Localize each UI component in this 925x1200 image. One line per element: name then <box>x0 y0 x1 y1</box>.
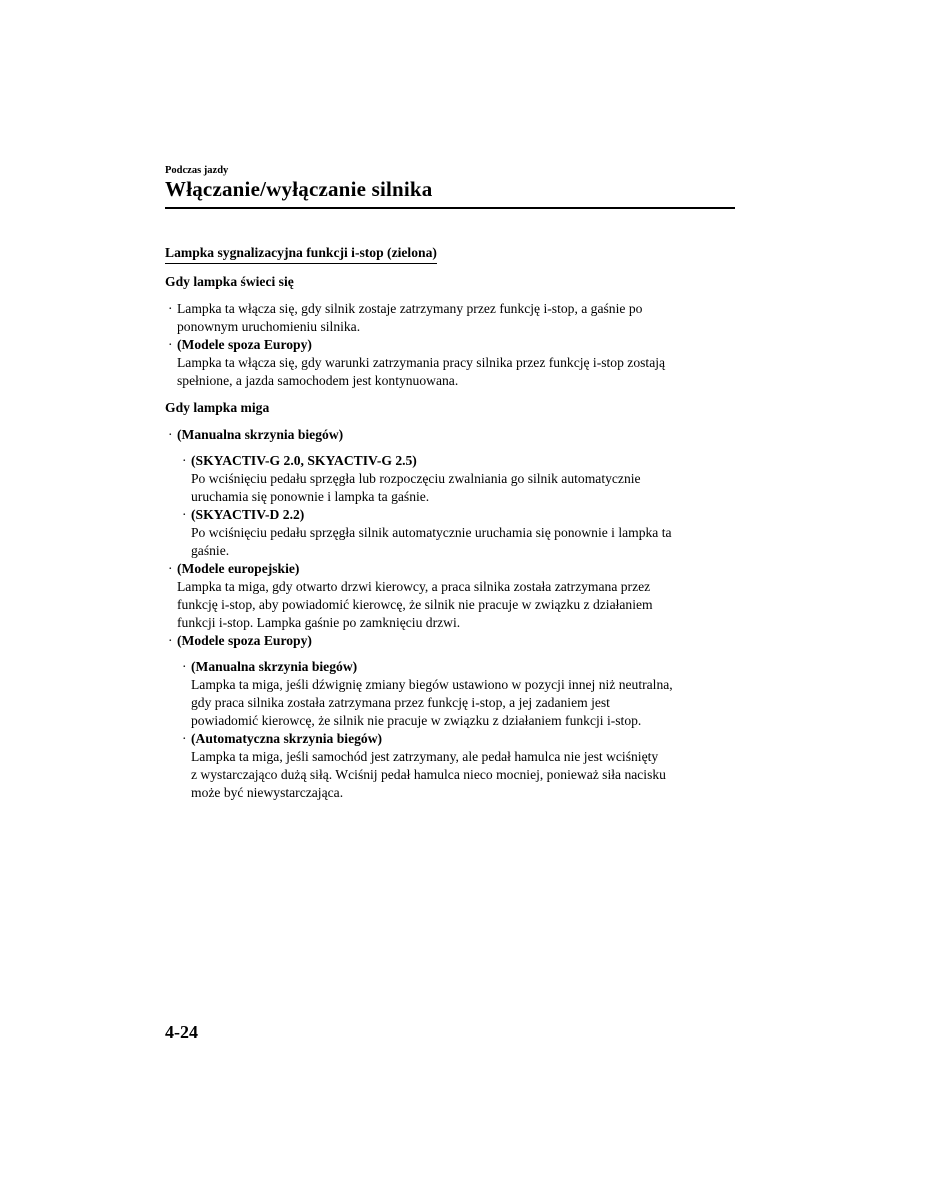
blink-g <box>179 452 737 506</box>
blink-noneu-sub <box>179 658 737 802</box>
item-label: · (Modele spoza Europy) <box>177 337 312 352</box>
text-line: · Lampka ta włącza się, gdy silnik zostaje zatrzymany przez funkcję i-stop, a gaśnie po <box>177 301 643 316</box>
text-line: z wystarczająco dużą siłą. Wciśnij pedał hamulca nieco mocniej, ponieważ siła nacisku <box>191 767 666 782</box>
item-label: · (Modele europejskie) <box>177 561 300 576</box>
blink-manual <box>165 426 737 444</box>
item-label: · (Manualna skrzynia biegów) <box>191 659 358 674</box>
text-line: gaśnie. <box>191 543 230 558</box>
text-line: uruchamia się ponownie i lampka ta gaśnie. <box>191 489 430 504</box>
text-line: Lampka ta włącza się, gdy warunki zatrzymania pracy silnika przez funkcję i-stop zostają <box>177 355 666 370</box>
title-rule <box>165 207 735 209</box>
text-line: powiadomić kierowcę, że silnik nie pracuje w związku z działaniem funkcji i-stop. <box>191 713 642 728</box>
blink-d <box>179 506 737 560</box>
text-line: Lampka ta miga, jeśli samochód jest zatrzymany, ale pedał hamulca nie jest wciśnięty <box>191 749 659 764</box>
item-label: · (Automatyczna skrzynia biegów) <box>191 731 383 746</box>
item-label: · (Manualna skrzynia biegów) <box>177 427 344 442</box>
text-line: Po wciśnięciu pedału sprzęgła silnik automatycznie uruchamia się ponownie i lampka ta <box>191 525 672 540</box>
page-number: 4-24 <box>165 1022 198 1042</box>
text-line: funkcji i-stop. Lampka gaśnie po zamknięciu drzwi. <box>177 615 461 630</box>
blink-heading: Gdy lampka miga <box>165 400 270 415</box>
text-line: funkcję i-stop, aby powiadomić kierowcę, że silnik nie pracuje w związku z działaniem <box>177 597 653 612</box>
blink-noneu-manual <box>179 658 737 730</box>
content <box>165 244 737 802</box>
item-label: · (SKYACTIV-G 2.0, SKYACTIV-G 2.5) <box>191 453 417 468</box>
text-line: Lampka ta miga, gdy otwarto drzwi kierowcy, a praca silnika została zatrzymana przez <box>177 579 651 594</box>
on-heading: Gdy lampka świeci się <box>165 274 294 289</box>
text-line: Po wciśnięciu pedału sprzęgła lub rozpoczęciu zwalniania go silnik automatycznie <box>191 471 641 486</box>
blink-manual-sub <box>179 452 737 560</box>
item-label: · (SKYACTIV-D 2.2) <box>191 507 305 522</box>
text-line: gdy praca silnika została zatrzymana przez funkcję i-stop, a jej zadaniem jest <box>191 695 610 710</box>
text-line: może być niewystarczająca. <box>191 785 344 800</box>
on-item-1 <box>165 300 737 336</box>
blink-noneu-auto <box>179 730 737 802</box>
text-line: ponownym uruchomieniu silnika. <box>177 319 361 334</box>
page-title: Włączanie/wyłączanie silnika <box>165 177 433 201</box>
main-heading: Lampka sygnalizacyjna funkcji i-stop (zielona) <box>165 244 437 264</box>
text-line: spełnione, a jazda samochodem jest kontynuowana. <box>177 373 459 388</box>
on-item-2 <box>165 336 737 390</box>
blink-eu <box>165 560 737 632</box>
item-label: · (Modele spoza Europy) <box>177 633 312 648</box>
section-label: Podczas jazdy <box>165 165 229 176</box>
blink-noneu <box>165 632 737 650</box>
text-line: Lampka ta miga, jeśli dźwignię zmiany biegów ustawiono w pozycji innej niż neutralna, <box>191 677 673 692</box>
